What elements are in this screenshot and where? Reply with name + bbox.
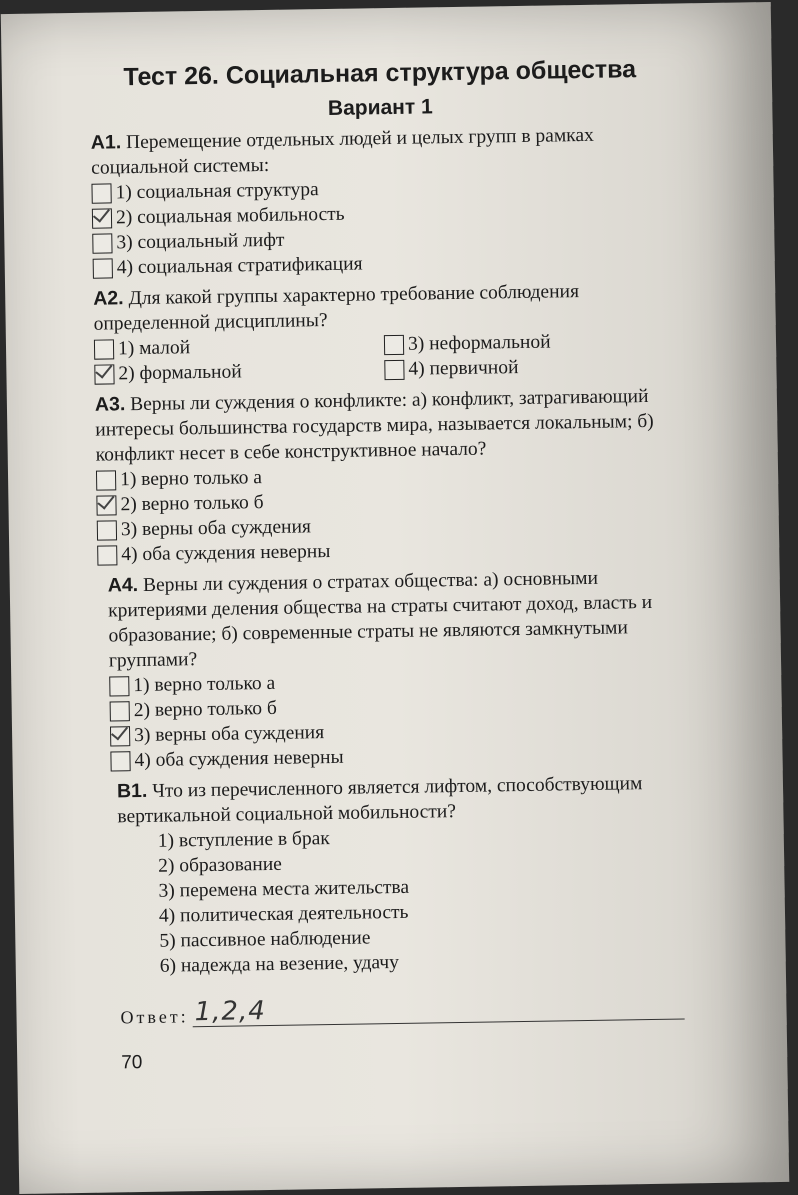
checkbox[interactable] xyxy=(109,676,129,696)
list-item: 3) перемена места жительства xyxy=(158,876,410,902)
option[interactable]: 3) верны оба суждения xyxy=(110,715,680,749)
question-text: А2. Для какой группы характерно требование соблюдения определенной дисциплины? xyxy=(93,281,580,335)
option[interactable]: 4) оба суждения неверны xyxy=(110,740,680,774)
answer-field[interactable]: 1,2,4 xyxy=(192,991,684,1028)
option[interactable]: 2) верно только б xyxy=(96,484,676,518)
answer-label: Ответ: xyxy=(120,1006,189,1028)
question-a4 xyxy=(108,565,681,774)
option[interactable]: 1) верно только а xyxy=(109,665,679,699)
question-a1 xyxy=(91,122,673,281)
option[interactable]: 2) социальная мобильность xyxy=(92,197,672,231)
variant-heading: Вариант 1 xyxy=(327,95,433,120)
option[interactable]: 3) верны оба суждения xyxy=(97,509,677,543)
list-item: 6) надежда на везение, удачу xyxy=(159,951,400,977)
option[interactable]: 2) формальной xyxy=(94,357,384,387)
option[interactable]: 3) социальный лифт xyxy=(92,222,672,256)
option[interactable]: 3) неформальной xyxy=(384,328,674,358)
test-content xyxy=(90,54,686,1075)
question-text: А1. Перемещение отдельных людей и целых групп в рамках социальной системы: xyxy=(90,124,594,179)
option[interactable]: 4) оба суждения неверны xyxy=(97,534,677,568)
checkbox[interactable] xyxy=(92,233,112,253)
checkbox-checked[interactable] xyxy=(94,364,114,384)
checkbox[interactable] xyxy=(96,470,116,490)
option[interactable]: 4) социальная стратификация xyxy=(93,247,673,281)
list-item: 2) образование xyxy=(158,853,283,877)
page-number: 70 xyxy=(121,1052,143,1074)
question-text: А4. Верны ли суждения о стратах общества: а) основными критериями деления общества на страты считают доход, власть и образование; б) современные страты не являются замкнутыми группами? xyxy=(107,567,653,672)
page-title: Тест 26. Социальная структура общества xyxy=(123,55,637,92)
list-item: 5) пассивное наблюдение xyxy=(159,927,371,952)
checkbox[interactable] xyxy=(97,520,117,540)
checkbox-checked[interactable] xyxy=(96,495,116,515)
option[interactable]: 4) первичной xyxy=(384,353,674,383)
list-item: 1) вступление в брак xyxy=(157,828,330,852)
checkbox[interactable] xyxy=(91,183,111,203)
question-a3 xyxy=(95,384,678,568)
option[interactable]: 2) верно только б xyxy=(110,690,680,724)
question-text: А3. Верны ли суждения о конфликте: а) конфликт, затрагивающий интересы большинства государств мира, называется локальным; б) конфликт несет в себе конструктивное начало? xyxy=(94,385,654,466)
question-b1 xyxy=(117,771,685,1029)
checkbox[interactable] xyxy=(384,334,404,354)
answer-row xyxy=(120,991,684,1029)
checkbox[interactable] xyxy=(93,258,113,278)
option[interactable]: 1) верно только а xyxy=(96,459,676,493)
list-item: 4) политическая деятельность xyxy=(158,901,409,927)
answer-list xyxy=(158,821,684,979)
checkbox-checked[interactable] xyxy=(110,726,130,746)
checkbox[interactable] xyxy=(110,751,130,771)
option[interactable]: 1) социальная структура xyxy=(91,172,671,206)
option[interactable]: 1) малой xyxy=(94,332,384,362)
checkbox[interactable] xyxy=(97,545,117,565)
question-text: В1. Что из перечисленного является лифтом, способствующим вертикальной социальной мобильности? xyxy=(116,773,643,828)
checkbox-checked[interactable] xyxy=(92,208,112,228)
question-a2 xyxy=(93,278,674,387)
checkbox[interactable] xyxy=(110,701,130,721)
book-page xyxy=(1,2,789,1194)
checkbox[interactable] xyxy=(384,359,404,379)
checkbox[interactable] xyxy=(94,339,114,359)
